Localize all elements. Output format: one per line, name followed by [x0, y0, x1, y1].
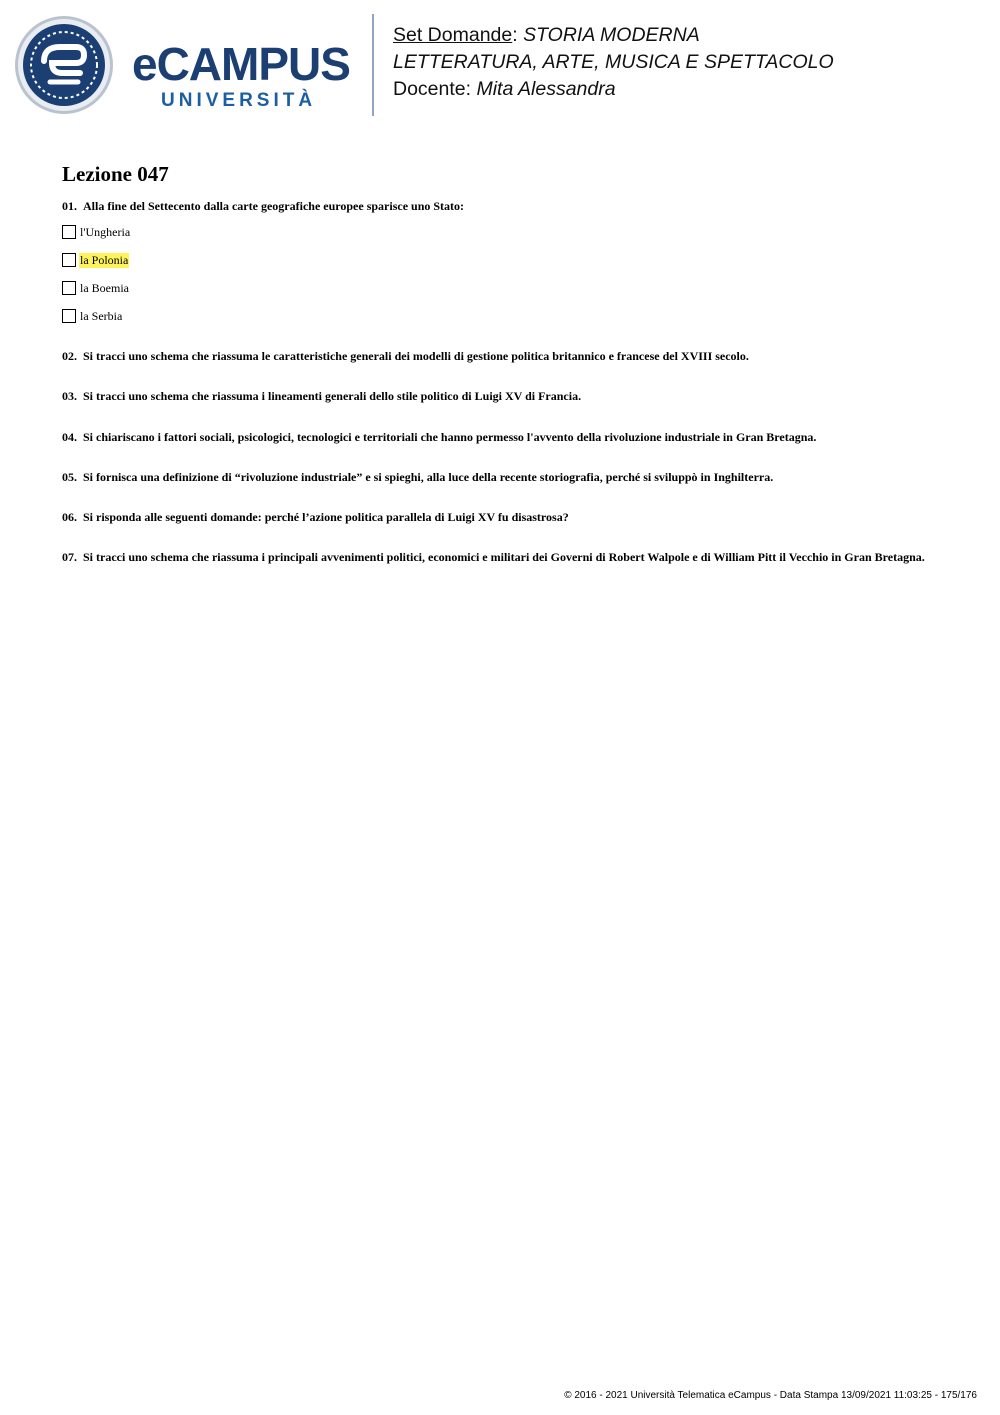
docente-label: Docente:: [393, 78, 472, 100]
question-number: 03.: [62, 389, 77, 403]
question-number: 06.: [62, 510, 77, 524]
option-label: l'Ungheria: [80, 224, 131, 239]
set-label: Set Domande: [393, 24, 513, 46]
question-04: [62, 430, 932, 445]
lesson-title: Lezione 047: [62, 162, 169, 186]
question-06: [62, 510, 932, 525]
page-header: [0, 0, 1000, 130]
question-03: [62, 389, 932, 404]
course-subtitle: LETTERATURA, ARTE, MUSICA E SPETTACOLO: [393, 51, 834, 73]
course-title: STORIA MODERNA: [523, 24, 700, 46]
ecampus-seal-icon: [15, 16, 113, 114]
question-07: [62, 550, 932, 565]
question-02: [62, 349, 932, 364]
question-text: Si chiariscano i fattori sociali, psicologici, tecnologici e territoriali che hanno permesso l'avvento della rivoluzione industriale in Gran Bretagna.: [83, 430, 817, 444]
option-label: la Serbia: [80, 308, 123, 323]
question-text: Si tracci uno schema che riassuma i lineamenti generali dello stile politico di Luigi XV di Francia.: [83, 389, 582, 403]
checkbox[interactable]: [62, 225, 76, 239]
checkbox[interactable]: [62, 281, 76, 295]
course-info: [393, 22, 834, 103]
question-text: Si fornisca una definizione di “rivoluzione industriale” e si spieghi, alla luce della recente storiografia, perché si sviluppò in Inghilterra.: [83, 470, 774, 484]
header-divider: [372, 14, 374, 116]
docente-name: Mita Alessandra: [476, 78, 616, 100]
question-number: 05.: [62, 470, 77, 484]
question-05: [62, 470, 932, 485]
question-text: Si tracci uno schema che riassuma le caratteristiche generali dei modelli di gestione politica britannico e francese del XVIII secolo.: [83, 349, 749, 363]
answer-option-3[interactable]: [62, 280, 130, 296]
option-label: la Boemia: [80, 280, 129, 295]
ecampus-logo: [14, 14, 359, 116]
question-text: Si tracci uno schema che riassuma i principali avvenimenti politici, economici e militari dei Governi di Robert Walpole e di William Pitt il Vecchio in Gran Bretagna.: [83, 550, 925, 564]
question-text: Si risponda alle seguenti domande: perché l’azione politica parallela di Luigi XV fu disastrosa?: [83, 510, 569, 524]
checkbox[interactable]: [62, 253, 76, 267]
page-footer: © 2016 - 2021 Università Telematica eCampus - Data Stampa 13/09/2021 11:03:25 - 175/176: [564, 1390, 977, 1401]
option-label-highlighted: la Polonia: [80, 252, 129, 267]
answer-option-1[interactable]: [62, 224, 131, 240]
checkbox[interactable]: [62, 309, 76, 323]
question-text: Alla fine del Settecento dalla carte geografiche europee sparisce uno Stato:: [83, 199, 465, 213]
question-01: [62, 199, 932, 214]
question-number: 01.: [62, 199, 77, 213]
answer-option-2[interactable]: [62, 252, 129, 268]
logo-subtitle: UNIVERSITÀ: [161, 90, 317, 111]
question-number: 04.: [62, 430, 77, 444]
course-title-line: Set Domande: STORIA MODERNA: [393, 24, 700, 46]
answer-option-4[interactable]: [62, 308, 123, 324]
docente-line: [393, 76, 834, 103]
logo-wordmark: eCAMPUS: [132, 38, 350, 90]
question-number: 07.: [62, 550, 77, 564]
question-number: 02.: [62, 349, 77, 363]
